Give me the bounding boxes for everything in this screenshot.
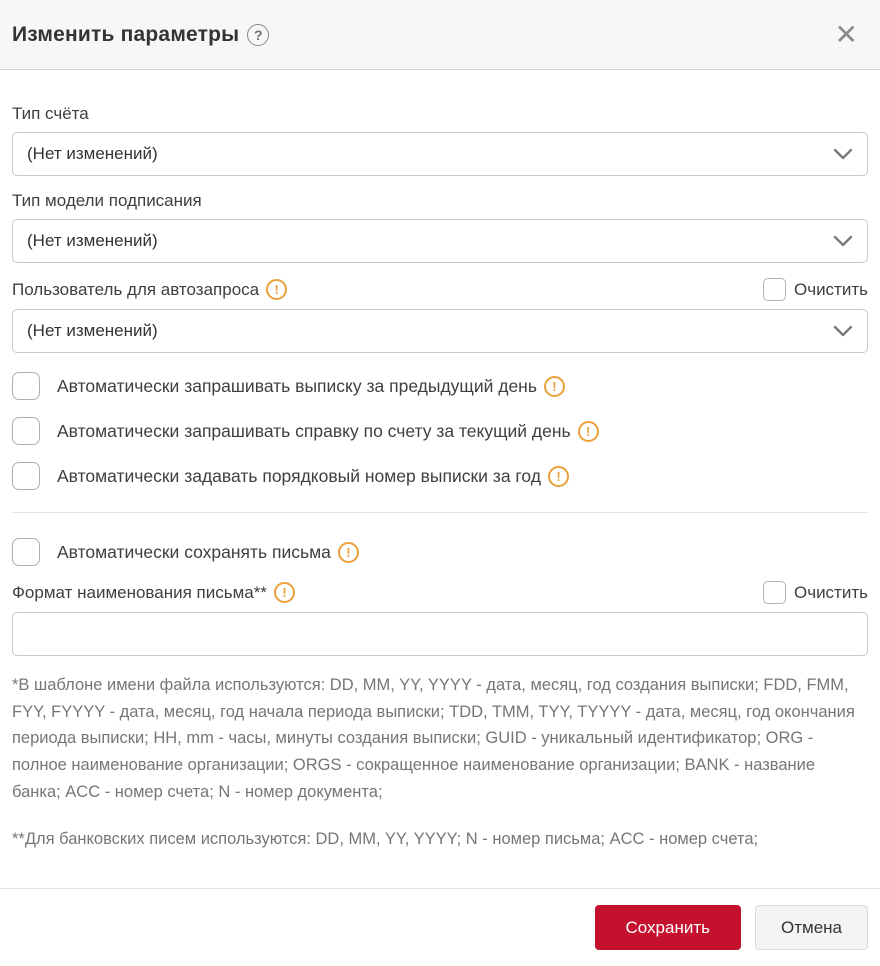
account-type-label: Тип счёта [12, 104, 89, 123]
dialog-body [0, 70, 880, 888]
save-button[interactable]: Сохранить [595, 905, 741, 950]
dialog-footer [0, 888, 880, 966]
warning-icon[interactable]: ! [266, 279, 287, 300]
warning-icon[interactable]: ! [544, 376, 565, 397]
section-divider [12, 512, 868, 513]
footnote-file-name-template: *В шаблоне имени файла используются: DD, MM, YY, YYYY - дата, месяц, год создания выписки; FDD, FMM, FYY, FYYYY - дата, месяц, год начала периода выписки; TDD, TMM, TYY, TYYYY - дата, месяц, год окончания периода выписки; HH, mm - часы, минуты создания выписки; GUID - уникальный идентификатор; ORG - полное наименование организации; ORGS - сокращенное наименование организации; BANK - название банка; ACC - номер счета; N - номер документа; [12, 676, 855, 801]
checkbox-auto-reference-current-day[interactable] [12, 417, 868, 445]
signing-model-label: Тип модели подписания [12, 191, 202, 210]
autorequest-user-select[interactable] [12, 309, 868, 353]
chevron-down-icon [833, 235, 853, 247]
chevron-down-icon [833, 325, 853, 337]
warning-icon[interactable]: ! [274, 582, 295, 603]
checkbox[interactable] [763, 278, 786, 301]
footnote-bank-letters: **Для банковских писем используются: DD, MM, YY, YYYY; N - номер письма; ACC - номер счета; [12, 829, 759, 848]
checkbox[interactable] [12, 538, 40, 566]
autorequest-user-label: Пользователь для автозапроса [12, 279, 260, 299]
dialog-header [0, 0, 880, 70]
warning-icon[interactable]: ! [578, 421, 599, 442]
clear-label: Очистить [793, 279, 868, 299]
cancel-button[interactable]: Отмена [755, 905, 868, 950]
checkbox[interactable] [12, 417, 40, 445]
checkbox-label: Автоматически запрашивать справку по счету за текущий день [57, 420, 571, 441]
auto-options-group [12, 372, 868, 490]
checkbox[interactable] [12, 462, 40, 490]
letter-format-label-row [12, 581, 868, 604]
clear-label: Очистить [793, 582, 868, 602]
checkbox-auto-save-letters[interactable] [12, 538, 868, 566]
warning-icon[interactable]: ! [338, 542, 359, 563]
checkbox-label: Автоматически сохранять письма [57, 541, 331, 562]
checkbox-label: Автоматически запрашивать выписку за предыдущий день [57, 375, 537, 396]
autorequest-user-label-row [12, 278, 868, 301]
letter-format-input[interactable] [12, 612, 868, 656]
signing-model-label-row [12, 191, 868, 211]
help-icon[interactable]: ? [247, 24, 269, 46]
checkbox-auto-sequence-number-year[interactable] [12, 462, 868, 490]
checkbox-label: Автоматически задавать порядковый номер выписки за год [57, 465, 541, 486]
checkbox[interactable] [763, 581, 786, 604]
account-type-select-value: (Нет изменений) [27, 144, 158, 163]
letter-format-label: Формат наименования письма** [12, 582, 267, 602]
close-icon[interactable]: ✕ [827, 19, 866, 51]
warning-icon[interactable]: ! [548, 466, 569, 487]
checkbox[interactable] [12, 372, 40, 400]
signing-model-select[interactable] [12, 219, 868, 263]
account-type-select[interactable] [12, 132, 868, 176]
account-type-label-row [12, 104, 868, 124]
autorequest-user-clear-checkbox[interactable] [763, 278, 868, 301]
signing-model-select-value: (Нет изменений) [27, 231, 158, 250]
checkbox-auto-statement-prev-day[interactable] [12, 372, 868, 400]
dialog-title: Изменить параметры [12, 22, 240, 46]
letter-format-clear-checkbox[interactable] [763, 581, 868, 604]
chevron-down-icon [833, 148, 853, 160]
autorequest-user-select-value: (Нет изменений) [27, 321, 158, 340]
